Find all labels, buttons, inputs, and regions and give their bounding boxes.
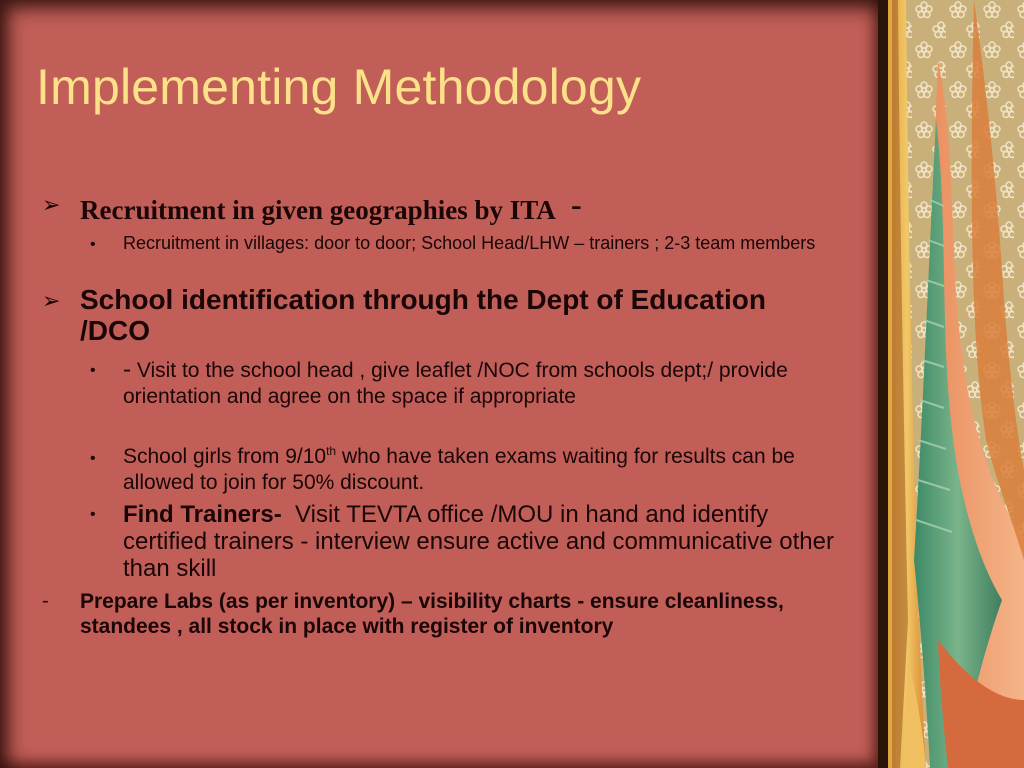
sub-bullet-school-girls: [123, 444, 823, 496]
sub-bullet-visit-school: [123, 357, 858, 410]
bullet-recruitment-text: Recruitment in given geographies by ITA: [80, 195, 555, 225]
sub-bullet-icon: •: [90, 362, 96, 379]
arrow-bullet-icon: ➢: [42, 288, 61, 313]
school-girls-text-a: School girls from 9/10: [123, 445, 327, 468]
decorative-floral-panel: [878, 0, 1024, 768]
sub-bullet-icon: •: [90, 450, 96, 467]
school-girls-text-b: who have taken exams waiting for results can be allowed to join for 50% discount.: [123, 445, 795, 494]
sub-bullet-villages: Recruitment in villages: door to door; School Head/LHW – trainers ; 2-3 team members: [123, 233, 816, 253]
visit-dash: -: [123, 356, 131, 383]
visit-text: Visit to the school head , give leaflet /NOC from schools dept;/ provide orientation and agree on the space if appropriate: [123, 359, 788, 408]
bullet-recruitment-dash: -: [571, 186, 582, 222]
sub-bullet-icon: •: [90, 506, 96, 523]
bullet-prepare-labs: Prepare Labs (as per inventory) – visibility charts - ensure cleanliness, standees , all stock in place with register of inventory: [80, 590, 784, 638]
sub-bullet-find-trainers: [123, 501, 843, 582]
find-trainers-label: Find Trainers-: [123, 501, 282, 528]
slide-title: Implementing Methodology: [36, 59, 642, 115]
arrow-bullet-icon: ➢: [42, 192, 61, 217]
bullet-recruitment: [80, 186, 582, 227]
sub-bullet-icon: •: [90, 236, 96, 253]
school-girls-sup: th: [326, 444, 337, 458]
find-trainers-text: Visit TEVTA office /MOU in hand and identify certified trainers - interview ensure active and communicative other than skill: [123, 501, 834, 582]
dash-bullet: -: [42, 590, 49, 612]
bullet-school-identification: School identification through the Dept of Education /DCO: [80, 284, 766, 346]
